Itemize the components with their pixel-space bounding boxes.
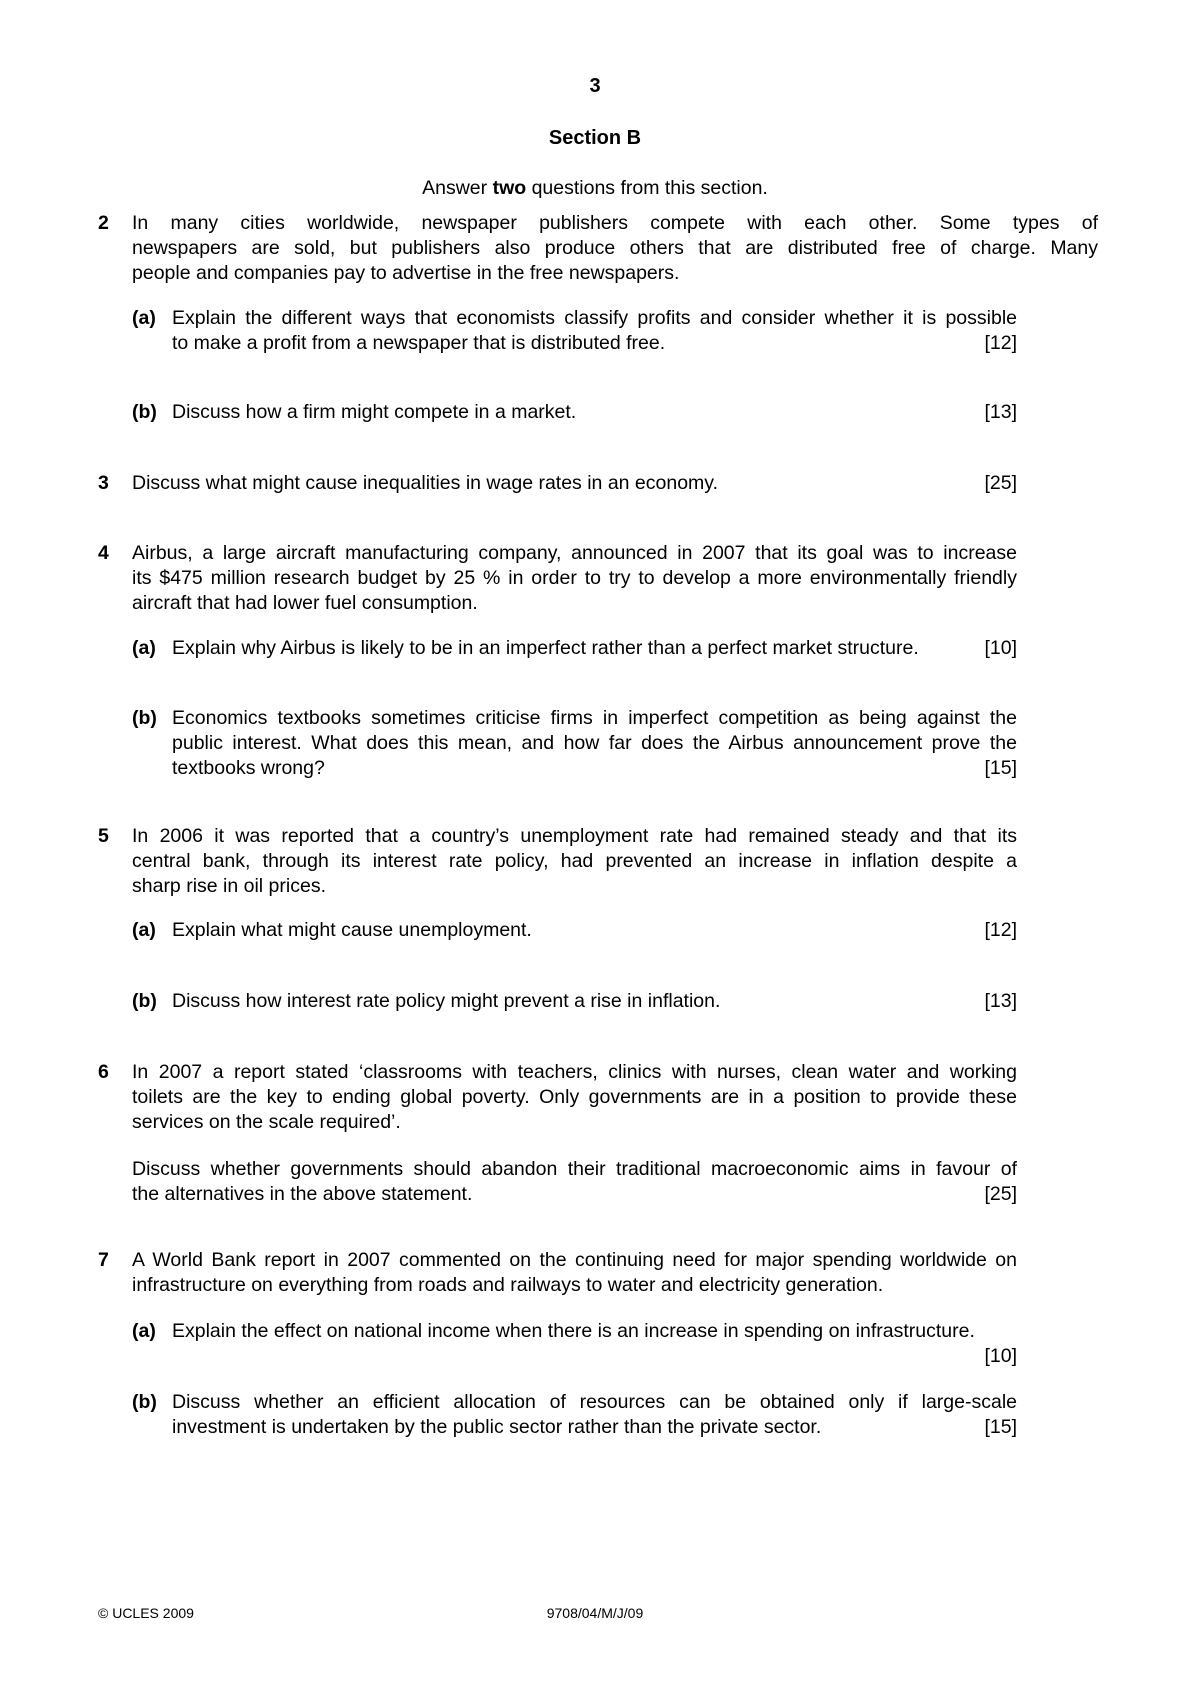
instruction-pre: Answer xyxy=(422,177,493,199)
mark-allocation: [10] xyxy=(984,637,1017,659)
part-text-line: public interest. What does this mean, and how far does the Airbus announcement prove the xyxy=(172,732,1017,754)
question-7 xyxy=(98,1248,1017,1298)
question-stem-line: toilets are the key to ending global poverty. Only governments are in a position to provide these xyxy=(132,1086,1017,1108)
question-6 xyxy=(98,1060,1017,1207)
part-label: (b) xyxy=(132,990,157,1012)
footer-paper-code: 9708/04/M/J/09 xyxy=(546,1605,644,1621)
question-stem-line: In 2006 it was reported that a country’s unemployment rate had remained steady and that its xyxy=(132,825,1017,847)
question-7a xyxy=(132,1319,1017,1369)
part-text-line: Discuss how interest rate policy might prevent a rise in inflation. xyxy=(172,990,721,1012)
question-stem-line: central bank, through its interest rate policy, had prevented an increase in inflation despite a xyxy=(132,850,1017,872)
mark-allocation: [25] xyxy=(984,1183,1017,1205)
part-label: (a) xyxy=(132,307,156,329)
question-5a xyxy=(132,918,1017,943)
question-2 xyxy=(98,211,1098,286)
question-stem-line: Airbus, a large aircraft manufacturing company, announced in 2007 that its goal was to increase xyxy=(132,542,1017,564)
mark-allocation: [13] xyxy=(984,990,1017,1012)
question-stem-line: infrastructure on everything from roads and railways to water and electricity generation. xyxy=(132,1274,884,1296)
part-text-line: Explain what might cause unemployment. xyxy=(172,919,532,941)
part-label: (a) xyxy=(132,1320,156,1342)
mark-allocation: [12] xyxy=(984,332,1017,354)
question-3 xyxy=(98,471,1017,496)
question-7b xyxy=(132,1390,1017,1440)
question-number: 3 xyxy=(98,472,109,494)
mark-allocation: [15] xyxy=(984,1416,1017,1438)
instruction-bold: two xyxy=(492,177,527,199)
question-5b xyxy=(132,989,1017,1014)
mark-allocation: [13] xyxy=(984,401,1017,423)
part-text-line: Explain the different ways that economists classify profits and consider whether it is possible xyxy=(172,307,1017,329)
question-4 xyxy=(98,541,1017,616)
question-stem-line: aircraft that had lower fuel consumption. xyxy=(132,592,478,614)
part-text-line: Discuss how a firm might compete in a market. xyxy=(172,401,577,423)
part-text-line: investment is undertaken by the public sector rather than the private sector. xyxy=(172,1416,822,1438)
question-stem-line: services on the scale required’. xyxy=(132,1111,401,1133)
part-text-line: Discuss whether an efficient allocation of resources can be obtained only if large-scale xyxy=(172,1391,1017,1413)
part-label: (a) xyxy=(132,637,156,659)
question-2b xyxy=(132,400,1017,425)
part-label: (b) xyxy=(132,1391,157,1413)
part-text-line: textbooks wrong? xyxy=(172,757,325,779)
question-4b xyxy=(132,706,1017,781)
question-number: 2 xyxy=(98,212,109,234)
question-text: Discuss what might cause inequalities in wage rates in an economy. xyxy=(132,472,719,494)
question-number: 5 xyxy=(98,825,109,847)
part-label: (b) xyxy=(132,707,157,729)
question-stem-line: sharp rise in oil prices. xyxy=(132,875,326,897)
mark-allocation: [25] xyxy=(984,472,1017,494)
question-stem-line: people and companies pay to advertise in the free newspapers. xyxy=(132,262,680,284)
mark-allocation: [10] xyxy=(984,1345,1017,1367)
question-task-line: Discuss whether governments should abandon their traditional macroeconomic aims in favour of xyxy=(132,1158,1017,1180)
instruction-post: questions from this section. xyxy=(526,177,768,199)
question-number: 6 xyxy=(98,1061,109,1083)
question-number: 4 xyxy=(98,542,109,564)
question-5 xyxy=(98,824,1017,899)
question-stem-line: In many cities worldwide, newspaper publishers compete with each other. Some types of xyxy=(132,212,1098,234)
question-4a xyxy=(132,636,1017,661)
mark-allocation: [12] xyxy=(984,919,1017,941)
question-number: 7 xyxy=(98,1249,109,1271)
part-text-line: Explain the effect on national income when there is an increase in spending on infrastructure. xyxy=(172,1320,975,1342)
part-label: (a) xyxy=(132,919,156,941)
question-stem-line: newspapers are sold, but publishers also produce others that are distributed free of charge. Many xyxy=(132,237,1098,259)
footer-copyright: © UCLES 2009 xyxy=(98,1605,194,1621)
question-stem-line: its $475 million research budget by 25 % in order to try to develop a more environmentally friendly xyxy=(132,567,1017,589)
mark-allocation: [15] xyxy=(984,757,1017,779)
page-number: 3 xyxy=(589,75,601,97)
section-title: Section B xyxy=(548,127,642,149)
part-text-line: Economics textbooks sometimes criticise firms in imperfect competition as being against the xyxy=(172,707,1017,729)
section-instruction xyxy=(0,176,1190,201)
part-text-line: to make a profit from a newspaper that is distributed free. xyxy=(172,332,666,354)
question-stem-line: In 2007 a report stated ‘classrooms with teachers, clinics with nurses, clean water and working xyxy=(132,1061,1017,1083)
question-stem-line: A World Bank report in 2007 commented on the continuing need for major spending worldwide on xyxy=(132,1249,1017,1271)
question-2a xyxy=(132,306,1017,356)
part-text-line: Explain why Airbus is likely to be in an imperfect rather than a perfect market structure. xyxy=(172,637,919,659)
part-label: (b) xyxy=(132,401,157,423)
question-task-line: the alternatives in the above statement. xyxy=(132,1183,473,1205)
